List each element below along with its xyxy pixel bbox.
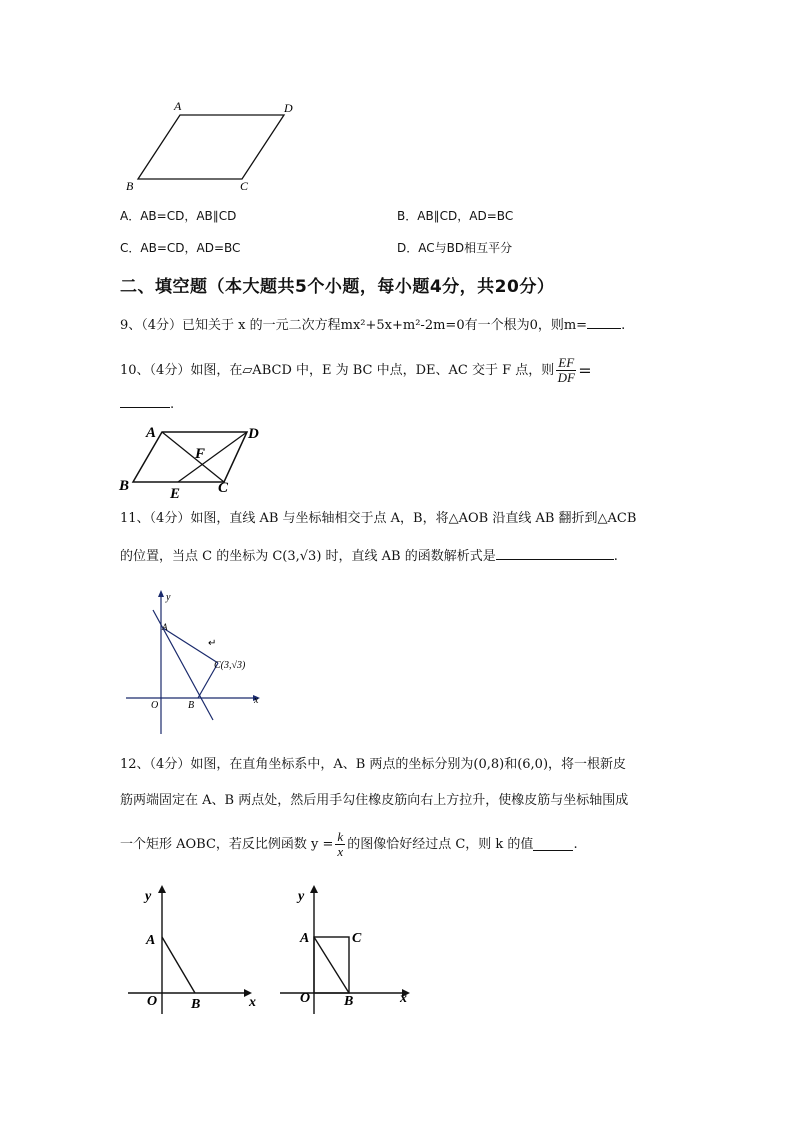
answer-blank-11[interactable] <box>496 547 614 560</box>
label-o: O <box>151 700 159 711</box>
label-e: E <box>170 486 181 500</box>
option-c: C．AB=CD，AD=BC <box>120 241 241 255</box>
return-mark: ↵ <box>208 638 217 649</box>
fraction-numerator: EF <box>558 355 575 370</box>
label-o: O <box>300 991 311 1006</box>
segment-de <box>178 432 247 482</box>
y-axis-arrow <box>158 885 166 893</box>
label-a: A <box>174 99 182 113</box>
label-a: A <box>162 622 168 632</box>
question-11-end: . <box>613 549 618 564</box>
label-a: A <box>146 425 157 441</box>
option-a: A．AB=CD，AB∥CD <box>120 209 237 223</box>
question-9-text: 9、（4分）已知关于 x 的一元二次方程mx²+5x+m²-2m=0有一个根为0，则m= <box>120 318 588 333</box>
fraction-denominator: x <box>337 844 344 859</box>
label-d: D <box>248 426 259 442</box>
label-d: D <box>284 101 293 115</box>
label-b: B <box>191 997 201 1012</box>
label-y: y <box>145 889 152 904</box>
option-d: D．AC与BD相互平分 <box>397 241 513 255</box>
label-x: x <box>400 991 407 1006</box>
equals-sign: = <box>578 360 592 380</box>
label-a: A <box>300 931 310 946</box>
y-axis-arrow <box>310 885 318 893</box>
question-12-line-1: 12、（4分）如图，在直角坐标系中，A、B 两点的坐标分别为(0,8)和(6,0)，将一根新皮 <box>120 757 627 772</box>
label-o: O <box>147 994 158 1009</box>
label-x: x <box>249 995 256 1010</box>
answer-blank-12[interactable] <box>533 838 573 851</box>
question-12-line-2: 筋两端固定在 A、B 两点处，然后用手勾住橡皮筋向右上方拉升，使橡皮筋与坐标轴围成 <box>120 793 629 808</box>
diagonal-ac <box>162 432 224 482</box>
option-b: B．AB∥CD，AD=BC <box>397 209 514 223</box>
coordinate-fig-q12-left <box>124 880 274 1020</box>
label-y: y <box>298 889 305 904</box>
question-11-text: 的位置，当点 C 的坐标为 C(3,√3) 时，直线 AB 的函数解析式是 <box>120 549 496 564</box>
parallelogram-fig-q10 <box>114 420 274 500</box>
question-11-line-1: 11、（4分）如图，直线 AB 与坐标轴相交于点 A，B，将△AOB 沿直线 AB 翻折到△ACB <box>120 511 637 526</box>
label-c: C <box>240 179 249 193</box>
coordinate-fig-q12-right <box>278 880 428 1020</box>
fraction-denominator: DF <box>557 370 575 385</box>
section-heading: 二、填空题（本大题共5个小题，每小题4分，共20分） <box>120 277 555 297</box>
label-b: B <box>126 179 134 193</box>
answer-blank-10[interactable] <box>120 395 170 408</box>
question-10-end: . <box>170 397 175 412</box>
question-9-end: . <box>621 318 626 333</box>
segment-ab <box>314 937 349 993</box>
question-10-text: 10、（4分）如图，在▱ABCD 中，E 为 BC 中点，DE、AC 交于 F 点，则 <box>120 362 555 378</box>
coordinate-fig-q11 <box>118 588 278 740</box>
fraction-numerator: k <box>337 829 344 844</box>
inverse-proportion-fraction <box>335 830 345 859</box>
label-y: y <box>166 592 171 603</box>
segment-ab <box>162 937 195 993</box>
label-c: C(3,√3) <box>214 660 246 671</box>
parallelogram-abcd-figure <box>118 96 308 196</box>
label-x: x <box>254 695 259 706</box>
y-axis-arrow <box>158 590 164 597</box>
label-f: F <box>195 446 206 462</box>
question-12-line-3 <box>120 830 578 859</box>
label-b: B <box>344 994 354 1009</box>
label-c: C <box>352 931 362 946</box>
answer-blank-9[interactable] <box>587 316 621 329</box>
question-12-text-pre: 一个矩形 AOBC，若反比例函数 y = <box>120 836 334 852</box>
question-12-end: . <box>573 836 578 852</box>
ratio-fraction <box>556 356 576 385</box>
label-b: B <box>188 700 195 711</box>
question-9 <box>120 316 625 335</box>
question-12-text-post: 的图像恰好经过点 C，则 k 的值 <box>347 836 534 852</box>
question-10-answer-line <box>120 395 174 414</box>
question-11-line-2 <box>120 547 618 566</box>
parallelogram-abcd-shape <box>138 115 284 179</box>
label-a: A <box>146 933 156 948</box>
label-b: B <box>119 478 130 494</box>
label-c: C <box>218 480 229 496</box>
question-10 <box>120 356 592 385</box>
